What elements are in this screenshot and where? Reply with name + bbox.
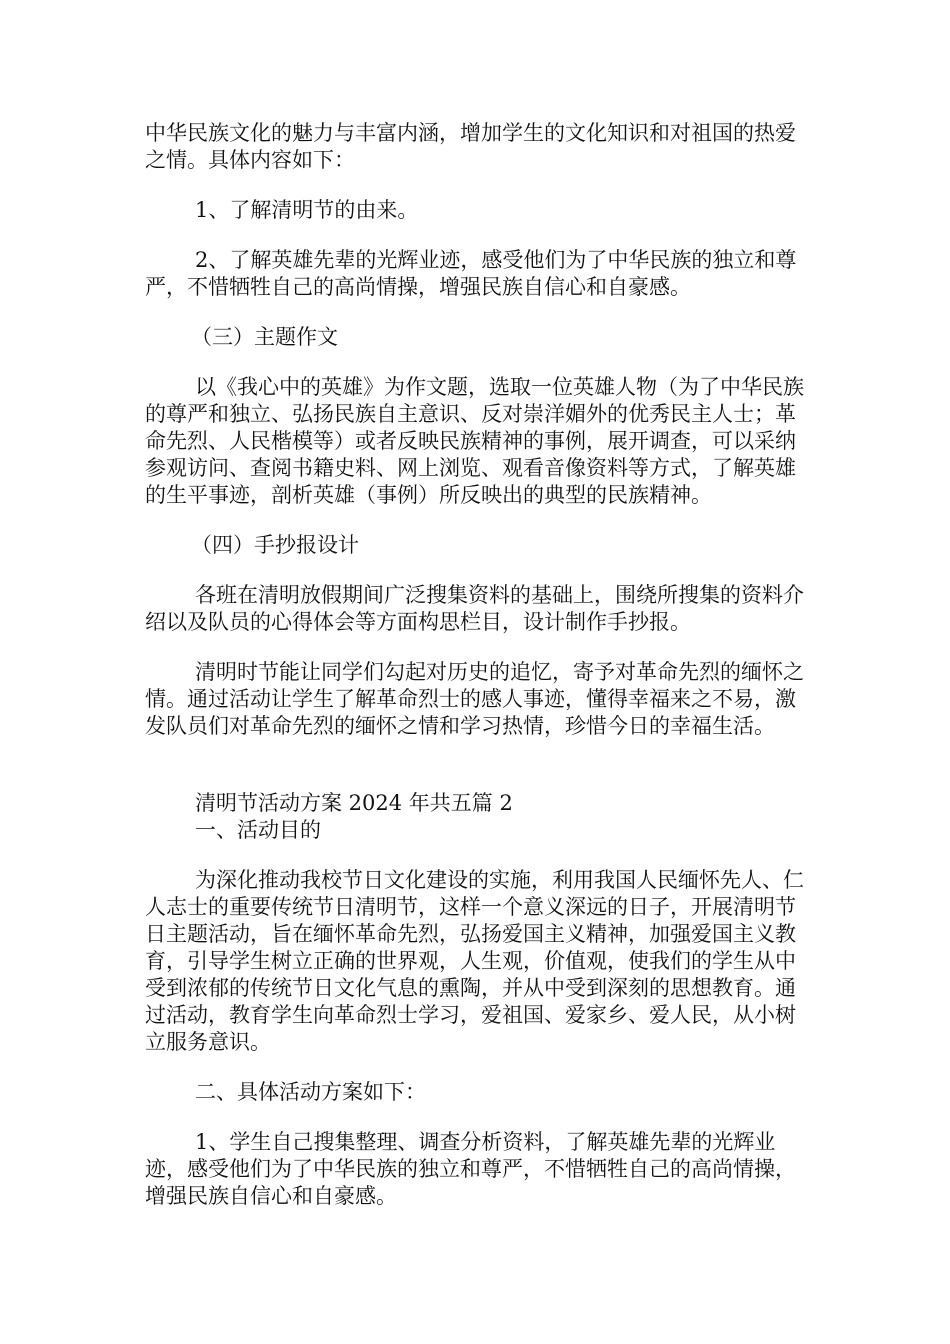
paragraph-item-2: 2、了解英雄先辈的光辉业迹，感受他们为了中华民族的独立和尊严，不惜牺牲自己的高尚情操，增强民族自信心和自豪感。 <box>145 248 797 299</box>
paragraph-purpose: 为深化推动我校节日文化建设的实施，利用我国人民缅怀先人、仁人志士的重要传统节日清明节，这样一个意义深远的日子，开展清明节日主题活动，旨在缅怀革命先烈，弘扬爱国主义精神，加强爱国主义教育，引导学生树立正确的世界观，人生观，价值观，使我们的学生从中受到浓郁的传统节日文化气息的熏陶，并从中受到深刻的思想教育。通过活动，教育学生向革命烈士学习，爱祖国、爱家乡、爱人民，从小树立服务意识。 <box>145 868 804 1054</box>
section-heading-purpose: 一、活动目的 <box>195 818 321 842</box>
section-heading-essay: （三）主题作文 <box>191 325 338 349</box>
paragraph-plan-item-1: 1、学生自己搜集整理、调查分析资料，了解英雄先辈的光辉业迹，感受他们为了中华民族的独立和尊严，不惜牺牲自己的高尚情操，增强民族自信心和自豪感。 <box>145 1130 796 1208</box>
paragraph-conclusion: 清明时节能让同学们勾起对历史的追忆，寄予对革命先烈的缅怀之情。通过活动让学生了解革命烈士的感人事迹，懂得幸福来之不易，激发队员们对革命先烈的缅怀之情和学习热情，珍惜今日的幸福生活。 <box>145 660 804 738</box>
paragraph-essay: 以《我心中的英雄》为作文题，选取一位英雄人物（为了中华民族的尊严和独立、弘扬民族自主意识、反对崇洋媚外的优秀民主人士；革命先烈、人民楷模等）或者反映民族精神的事例，展开调查，可以采纳参观访问、查阅书籍史料、网上浏览、观看音像资料等方式，了解英雄的生平事迹，剖析英雄（事例）所反映出的典型的民族精神。 <box>145 375 804 507</box>
document-body <box>145 120 815 1210</box>
section-heading-handcopy: （四）手抄报设计 <box>191 533 359 557</box>
section-heading-plan: 二、具体活动方案如下： <box>195 1080 426 1104</box>
paragraph-culture-intro: 中华民族文化的魅力与丰富内涵，增加学生的文化知识和对祖国的热爱之情。具体内容如下： <box>145 121 796 172</box>
paragraph-item-1: 1、了解清明节的由来。 <box>195 198 419 222</box>
paragraph-handcopy: 各班在清明放假期间广泛搜集资料的基础上，围绕所搜集的资料介绍以及队员的心得体会等方面构思栏目，设计制作手抄报。 <box>145 583 804 634</box>
document-title-2: 清明节活动方案 2024 年共五篇 2 <box>195 791 513 815</box>
